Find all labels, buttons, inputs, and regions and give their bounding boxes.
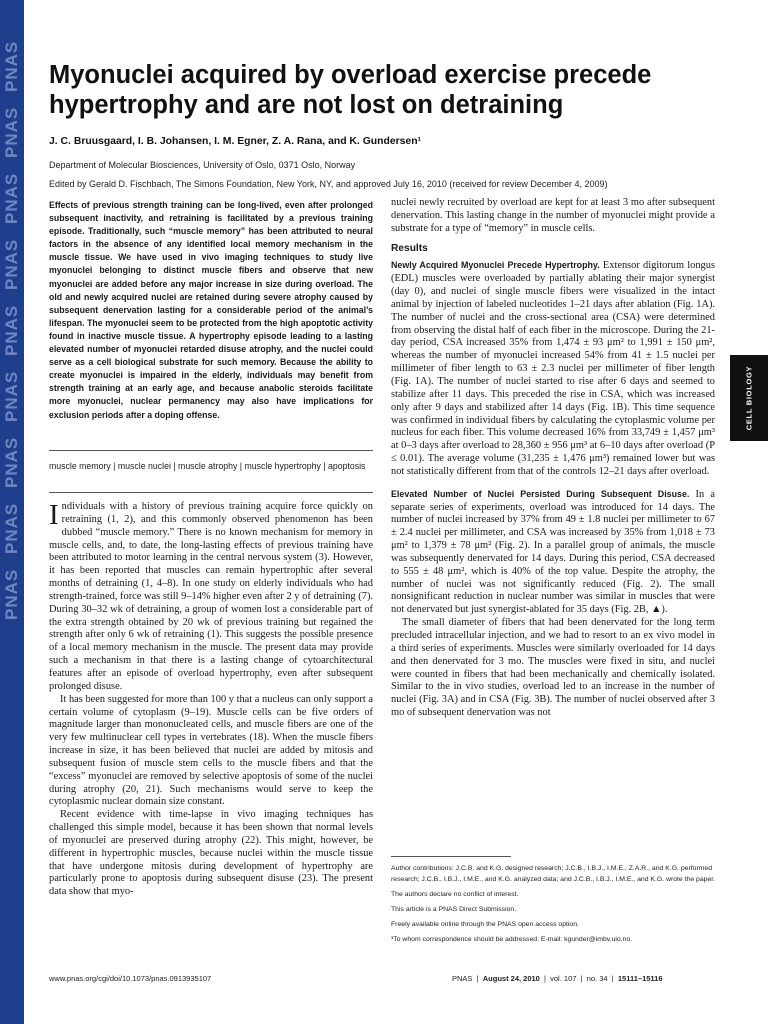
footnote: ¹To whom correspondence should be addressed. E-mail: kgunder@imbv.uio.no. [391, 935, 633, 943]
intro-paragraph: It has been suggested for more than 100 y that a nucleus can only support a certain volume of cytoplasm (9–19). Muscle cells can be five orders of magnitude larger than mononucleated cells, and muscle fibers are one of the very few multinuclear cell types in vertebrates (18). When the muscle fibers increase in size, it has been believed that nuclei are added by mitosis and subsequent fusion of muscle stem cells to the muscle fibers and that the “excess” myonuclei are removed by selective apoptosis of some of the nuclei during atrophy (20, 21). Such mechanisms would serve to keep the cytoplasmic nuclear domain size constant. [49, 693, 373, 808]
keywords: muscle memory | muscle nuclei | muscle atrophy | muscle hypertrophy | apoptosis [49, 461, 366, 471]
strip-word: PNAS [2, 304, 21, 356]
footnote: Author contributions: J.C.B. and K.G. designed research; J.C.B., I.B.J., I.M.E., Z.A.R., and K.G. performed research; J.C.B., I.B.J., I.M.E., and K.G. analyzed data; and J.C.B., I.B.J., I.M.E., and K.G. wrote the paper. [391, 865, 716, 883]
footnote-divider [391, 856, 511, 857]
abstract: Effects of previous strength training can be long-lived, even after prolonged subsequent inactivity, and retraining is facilitated by a previous training episode. Traditionally, such “muscle memory” has been attributed to neural factors in the absence of any identified local memory mechanism in the muscle tissue. We have used in vivo imaging techniques to study live myonuclei belonging to distinct muscle fibers and observe that new myonuclei are added before any major increase in size during overload. The old and newly acquired nuclei are retained during severe atrophy caused by subsequent denervation lasting for a considerable period of the animal’s lifespan. The myonuclei seem to be protected from the high apoptotic activity found in inactive muscle tissue. A hypertrophy episode leading to a lasting elevated number of myonuclei retarded disuse atrophy, and the nuclei could serve as a cell biological substrate for such memory. Because the ability to create myonuclei is impaired in the elderly, individuals may benefit from strength training at an early age, and because anabolic steroids facilitate more myonuclei, nuclear permanency may also have implications for exclusion periods after a doping offense. [49, 200, 373, 420]
intro-paragraph-text: ndividuals with a history of previous training acquire force quickly on retraining (1, 2), and this commonly observed phenomenon has been dubbed “muscle memory.” There is no known mechanism for memory in muscle cells, and, to date, the long-lasting effects of previous training have been attributed to motor learning in the central nervous system (3). However, it has been reported that muscles can remain hypertrophic after several months of detraining (1, 4–8). In one study on elderly individuals who had strength-trained, force was still 9–14% higher even after 2 y of detraining (7). During 30–32 wk of detraining, a group of women lost a considerable part of the extra strength obtained by 20 wk of previous training but regained the strength after only 6 wk of retraining (1). This suggests the possible presence of a local memory mechanism in the muscle. The present data may provide such a mechanism in that there is a lasting change of cytoarchitectural features after an episode of overload hypertrophy, even after subsequent prolonged disuse. [49, 501, 373, 692]
affiliation: Department of Molecular Biosciences, University of Oslo, 0371 Oslo, Norway [49, 160, 356, 170]
strip-word: PNAS [2, 370, 21, 422]
strip-word: PNAS [2, 106, 21, 158]
footnote: Freely available online through the PNAS open access option. [391, 920, 579, 928]
section-text: In a separate series of experiments, overload was introduced for 14 days. The number of nuclei increased by 37% from 49 ± 1.8 nuclei per millimeter to 67 ± 2.4 nuclei per millimeter, and CSA was increased by 35% from 1,018 ± 73 μm² to 1,379 ± 78 μm² (Fig. 2). In a parallel group of animals, the muscle was subsequently denervated for 14 days. During this period, CSA decreased to 555 ± 48 μm², which is 40% of the top value. Despite the atrophy, the number of nuclei was not significantly reduced (Fig. 2). The small nonsignificant reduction in nuclear number was similar in muscles that were not denervated but just synergist-ablated for 35 days (Fig. 2B, ▲). [391, 488, 716, 616]
footer-date: August 24, 2010 [482, 974, 540, 983]
section-text: Extensor digitorum longus (EDL) muscles were overloaded by partially ablating their major synergist (day 0), and nuclei of single muscle fibers were visualized in the intact animal by injection of labeled nucleotides 1–21 days after ablation (Fig. 1A). The number of nuclei and the cross-sectional area (CSA) were determined from observing the distal half of each fiber in the microscope. During the 21-day period, CSA increased 35% from 1,474 ± 93 μm² to 1,991 ± 150 μm², whereas the number of myonuclei increased 54% from 41 ± 1.5 nuclei per millimeter of fiber length to 63 ± 2.3 nuclei per millimeter of fiber length (Fig. 1A). The number of nuclei started to rise after 6 days and seemed to stabilize after 11 days. This preceded the rise in CSA, which was increased only after 9 days and stabilized after 14 days (Fig. 1B). This time sequence was confirmed in individual fibers by calculating the cytoplasmic volume per nucleus for each fiber. This volume decreased 16% from 33,749 ± 1,457 μm³ at 0–3 days after overload to 28,360 ± 956 μm³ at 6–10 days after overload (P ≤ 0.01). The average volume (31,235 ± 1,476 μm³) remained lower but was not statistically different from that of the controls 12–21 days after overload. [391, 260, 715, 477]
section-title: Newly Acquired Myonuclei Precede Hypertrophy. [391, 260, 600, 271]
intro-paragraph: Recent evidence with time-lapse in vivo imaging techniques has challenged this simple model, because it has been shown that normal levels of myonuclei are preserved during atrophy (22). This might, however, be different in hypertrophic muscles, because nuclei within the muscle tissue that have undergone mitosis during development of hypertrophy are particularly prone to apoptosis during subsequent disuse (23). The present data show that myo- [49, 809, 373, 898]
strip-word: PNAS [2, 238, 21, 290]
footer-volume: vol. 107 [550, 974, 577, 983]
results-section-2 [391, 488, 715, 617]
footer-citation: PNAS | August 24, 2010 | vol. 107 | no. 34 | 15111–15116 [452, 974, 663, 983]
strip-word: PNAS [2, 40, 21, 92]
footnote: The authors declare no conflict of interest. [391, 890, 519, 898]
results-paragraph: The small diameter of fibers that had been denervated for the long term precluded intracellular injection, and we had to resort to an ex vivo model in a third series of experiments. Muscles were similarly overloaded for 14 days and then denervated for 3 mo. The muscles were fixed in situ, and nuclei were counted in fibers that had been mechanically and chemically isolated. Similar to the in vivo studies, overload led to an increase in the number of nuclei (Fig. 3A) and in CSA (Fig. 3B). The number of nuclei observed after 3 mo of subsequent denervation was not [391, 617, 715, 719]
strip-word: PNAS [2, 502, 21, 554]
section-tab-label: CELL BIOLOGY [744, 365, 754, 431]
keywords-divider [49, 492, 373, 493]
footnotes [391, 864, 717, 950]
strip-word: PNAS [2, 568, 21, 620]
footer-doi: www.pnas.org/cgi/doi/10.1073/pnas.0913935107 [49, 974, 212, 983]
continued-paragraph: nuclei newly recruited by overload are kept for at least 3 mo after subsequent denervation. This lasting change in the number of myonuclei might provide a substrate for a type of “memory” in muscle cells. [391, 197, 715, 234]
footer-journal: PNAS [452, 974, 473, 983]
results-heading: Results [391, 242, 428, 254]
footer-pages: 15111–15116 [617, 974, 663, 983]
results-section-1 [391, 259, 715, 478]
author-list: J. C. Bruusgaard, I. B. Johansen, I. M. Egner, Z. A. Rana, and K. Gundersen¹ [49, 136, 422, 147]
article-title: Myonuclei acquired by overload exercise precede hypertrophy and are not lost on detraining [49, 61, 652, 119]
introduction [49, 501, 373, 899]
strip-word: PNAS [2, 172, 21, 224]
drop-cap: I [49, 499, 59, 531]
editor-line: Edited by Gerald D. Fischbach, The Simons Foundation, New York, NY, and approved July 16, 2010 (received for review December 4, 2009) [49, 179, 608, 189]
section-title: Elevated Number of Nuclei Persisted During Subsequent Disuse. [391, 488, 690, 499]
journal-side-strip [0, 0, 24, 1024]
section-tab [730, 355, 768, 441]
footnote: This article is a PNAS Direct Submission. [391, 905, 517, 913]
abstract-divider [49, 450, 373, 451]
strip-word: PNAS [2, 436, 21, 488]
intro-paragraph [49, 501, 373, 694]
footer-issue: no. 34 [586, 974, 608, 983]
results-column [391, 197, 715, 720]
